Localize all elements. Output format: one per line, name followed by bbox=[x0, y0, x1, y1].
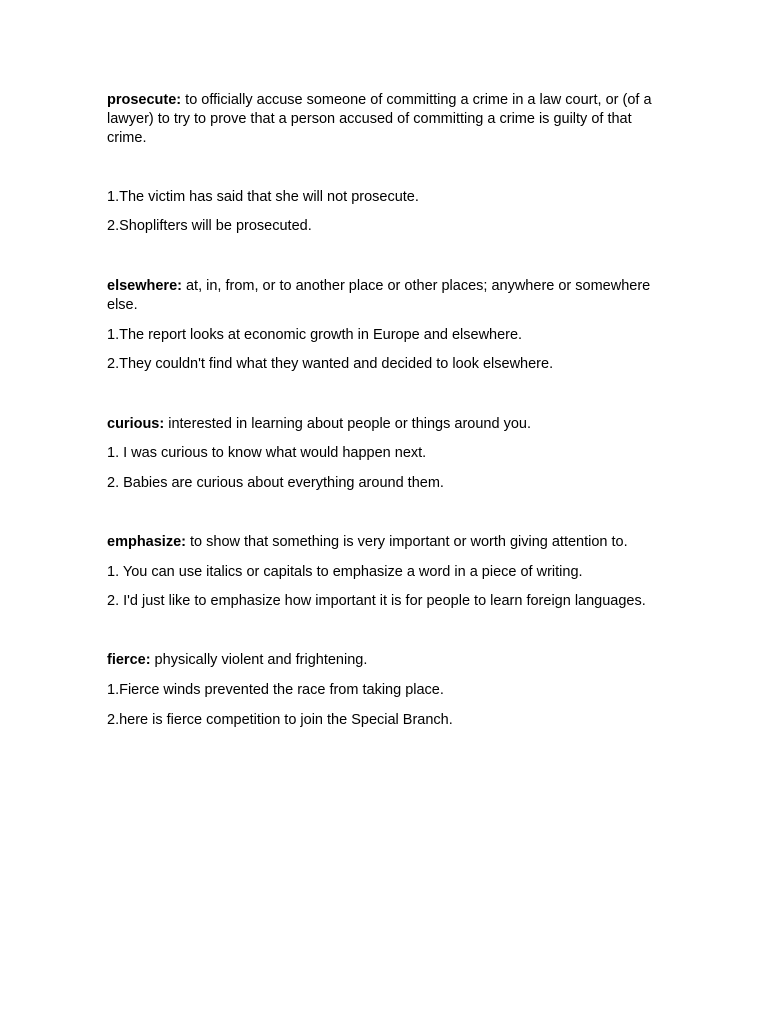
headword: elsewhere: bbox=[107, 278, 182, 294]
definition-paragraph bbox=[107, 91, 667, 148]
headword: prosecute: bbox=[107, 92, 182, 108]
entry-prosecute bbox=[107, 91, 667, 236]
example-sentence: 2. I'd just like to emphasize how important it is for people to learn foreign languages. bbox=[107, 593, 646, 609]
definition-text: interested in learning about people or things around you. bbox=[164, 416, 531, 432]
definition-paragraph bbox=[107, 651, 667, 670]
example-sentence: 1.The report looks at economic growth in Europe and elsewhere. bbox=[107, 327, 523, 343]
example-sentence: 1. I was curious to know what would happen next. bbox=[107, 445, 427, 461]
example-sentence: 2.here is fierce competition to join the Special Branch. bbox=[107, 712, 453, 728]
headword: curious: bbox=[107, 416, 165, 432]
definition-text: to officially accuse someone of committing a crime in a law court, or (of a lawyer) to try to prove that a person accused of committing a crime is guilty of that crime. bbox=[107, 92, 652, 146]
headword: fierce: bbox=[107, 652, 151, 668]
definition-text: at, in, from, or to another place or other places; anywhere or somewhere else. bbox=[107, 278, 651, 313]
definition-text: to show that something is very important or worth giving attention to. bbox=[185, 534, 628, 550]
example-sentence: 1. You can use italics or capitals to emphasize a word in a piece of writing. bbox=[107, 564, 583, 580]
entry-emphasize bbox=[107, 533, 667, 611]
definition-paragraph bbox=[107, 415, 667, 434]
example-sentence: 1.Fierce winds prevented the race from taking place. bbox=[107, 682, 444, 698]
definition-paragraph bbox=[107, 533, 667, 552]
definition-text: physically violent and frightening. bbox=[150, 652, 368, 668]
entry-elsewhere bbox=[107, 277, 667, 374]
headword: emphasize: bbox=[107, 534, 186, 550]
entry-fierce bbox=[107, 651, 667, 730]
example-sentence: 2. Babies are curious about everything around them. bbox=[107, 475, 444, 491]
definition-paragraph bbox=[107, 277, 667, 315]
example-sentence: 2.They couldn't find what they wanted and decided to look elsewhere. bbox=[107, 356, 554, 372]
entry-curious bbox=[107, 415, 667, 493]
example-sentence: 2.Shoplifters will be prosecuted. bbox=[107, 218, 312, 234]
document-page bbox=[107, 91, 667, 730]
example-sentence: 1.The victim has said that she will not prosecute. bbox=[107, 189, 419, 205]
